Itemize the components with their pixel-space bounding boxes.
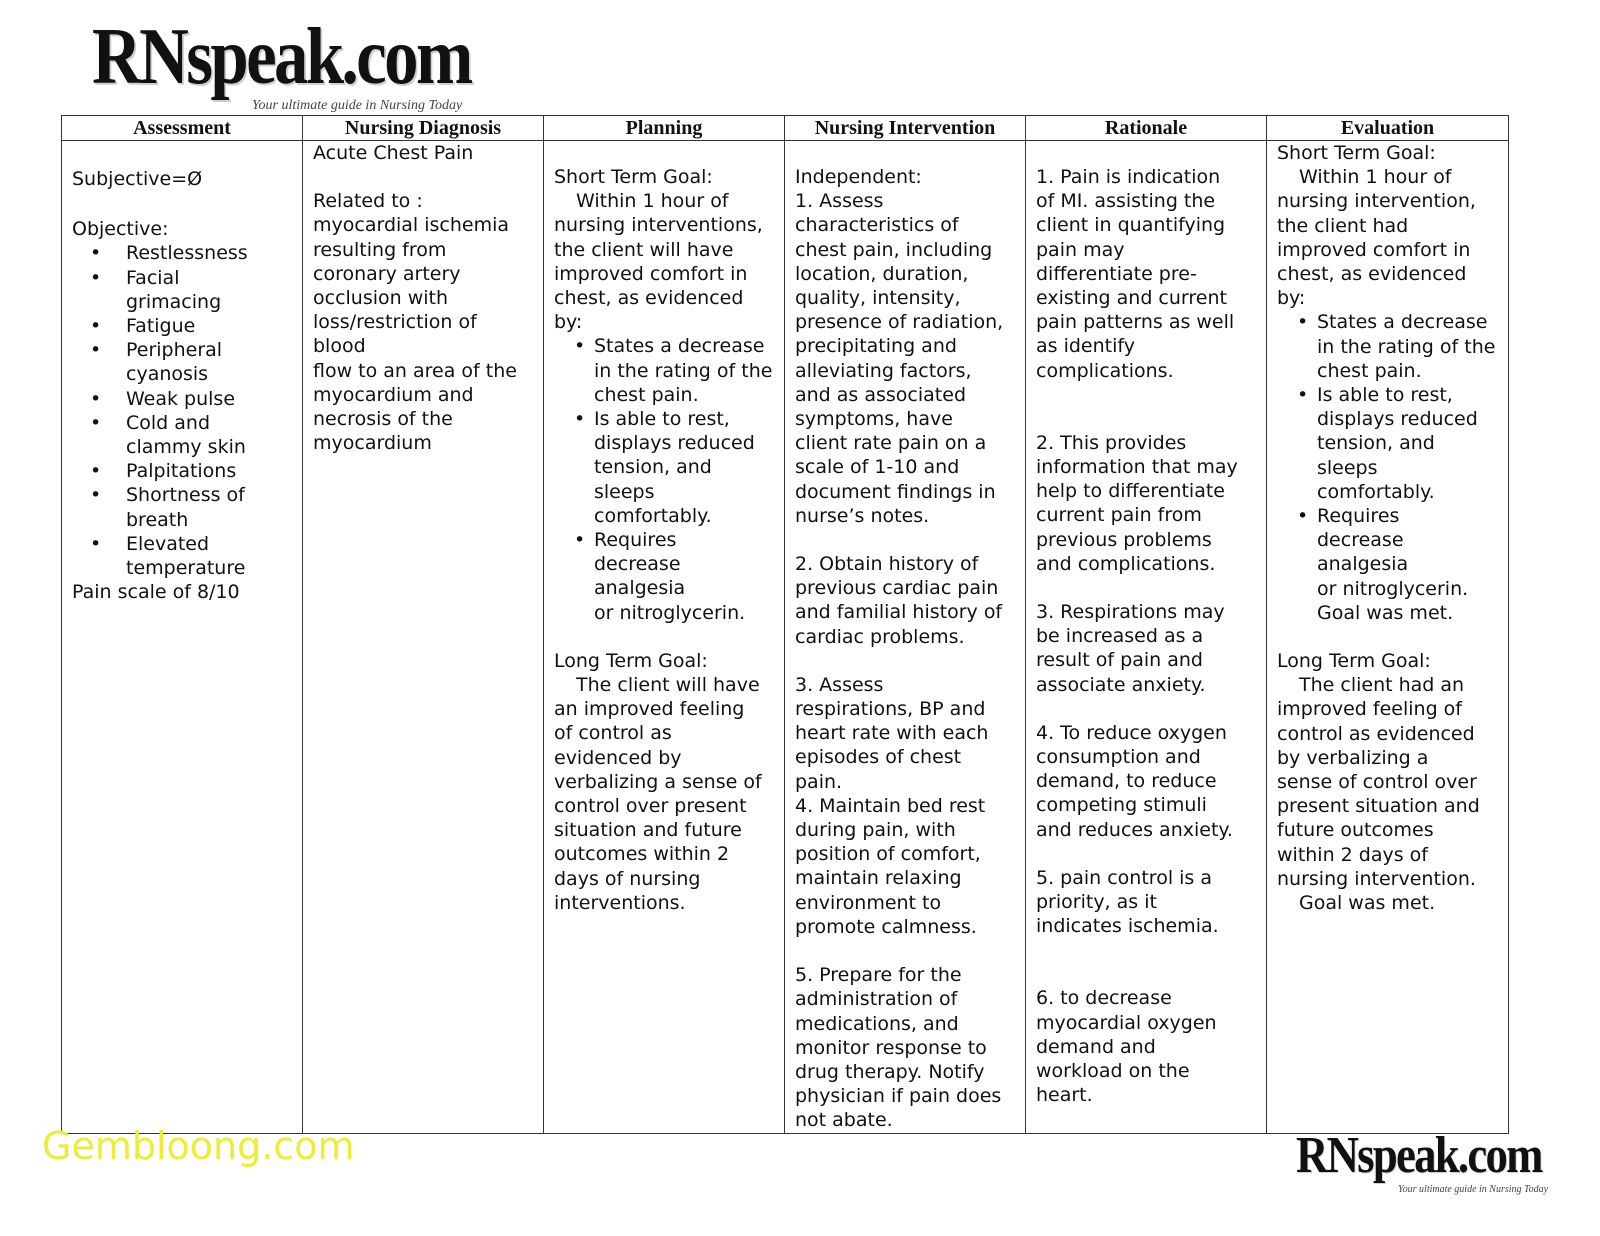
evaluation-bullet-item-line: or nitroglycerin. xyxy=(1317,577,1469,600)
rationale-line: demand, to reduce xyxy=(1036,770,1217,793)
rnspeak-logo-top xyxy=(92,13,492,114)
evaluation-bullet-item-text xyxy=(1317,310,1495,383)
objective-item-text xyxy=(126,483,245,531)
evaluation-long-line: Goal was met. xyxy=(1299,892,1436,915)
evaluation-long-line: present situation and xyxy=(1277,795,1480,818)
intervention-line: not abate. xyxy=(795,1109,893,1132)
objective-item-text xyxy=(126,411,246,459)
planning-short-line: improved comfort in xyxy=(554,262,748,285)
objective-list-item xyxy=(72,459,292,483)
bullet-marker: • xyxy=(90,387,102,410)
evaluation-bullet-item-line: Goal was met. xyxy=(1317,601,1454,624)
evaluation-long-line: future outcomes xyxy=(1277,819,1434,842)
planning-bullet-item-line: decrease analgesia xyxy=(594,553,686,600)
objective-item-line: Cold and xyxy=(126,411,211,434)
intervention-line: episodes of chest xyxy=(795,746,962,769)
diagnosis-line: flow to an area of the xyxy=(313,359,517,382)
evaluation-long-term-text xyxy=(1277,673,1498,915)
planning-long-line: interventions. xyxy=(554,891,686,914)
evaluation-long-line: sense of control over xyxy=(1277,771,1477,794)
header-evaluation: Evaluation xyxy=(1267,116,1509,141)
planning-short-term-bullets xyxy=(554,334,774,624)
rationale-line: information that may xyxy=(1036,456,1238,479)
rationale-line: complications. xyxy=(1036,359,1174,382)
objective-item-line: breath xyxy=(126,508,189,531)
intervention-line: drug therapy. Notify xyxy=(795,1060,985,1083)
objective-item-line: Restlessness xyxy=(126,242,248,265)
intervention-line: nurse’s notes. xyxy=(795,504,930,527)
planning-short-term-label: Short Term Goal: xyxy=(554,166,713,188)
planning-long-line: an improved feeling xyxy=(554,698,745,721)
intervention-line: maintain relaxing xyxy=(795,867,962,890)
rationale-line: consumption and xyxy=(1036,746,1201,769)
rationale-line: 5. pain control is a xyxy=(1036,866,1212,889)
rationale-line: indicates ischemia. xyxy=(1036,915,1219,938)
rationale-line: help to differentiate xyxy=(1036,480,1225,503)
diagnosis-line: resulting from xyxy=(313,238,447,261)
evaluation-bullet-item xyxy=(1277,504,1498,625)
intervention-line: symptoms, have xyxy=(795,408,953,431)
intervention-line: environment to xyxy=(795,891,942,914)
rationale-line: differentiate pre- xyxy=(1036,262,1197,285)
bullet-marker: • xyxy=(90,411,102,434)
evaluation-short-line: nursing intervention, xyxy=(1277,190,1476,213)
intervention-line: position of comfort, xyxy=(795,843,981,866)
planning-long-term-label: Long Term Goal: xyxy=(554,649,708,672)
gembloong-watermark: Gembloong.com xyxy=(42,1124,355,1168)
objective-item-line: Weak pulse xyxy=(126,387,236,410)
objective-list xyxy=(72,241,292,580)
diagnosis-line: myocardium and xyxy=(313,383,474,406)
intervention-line: 1. Assess xyxy=(795,190,884,213)
evaluation-short-line: Within 1 hour of xyxy=(1299,166,1452,189)
bullet-marker: • xyxy=(90,242,102,265)
header-nursing-diagnosis: Nursing Diagnosis xyxy=(303,116,544,141)
assessment-cell xyxy=(62,141,303,1134)
bullet-marker: • xyxy=(1297,311,1309,334)
intervention-line: monitor response to xyxy=(795,1036,987,1059)
group-spacer xyxy=(795,939,1015,963)
intervention-line: cardiac problems. xyxy=(795,625,965,648)
intervention-line: characteristics of xyxy=(795,214,959,237)
intervention-line: heart rate with each xyxy=(795,722,989,745)
planning-bullet-item-line: comfortably. xyxy=(594,504,712,527)
group-spacer xyxy=(795,528,1015,552)
bullet-marker: • xyxy=(90,266,102,289)
evaluation-long-line: within 2 days of xyxy=(1277,843,1428,866)
bullet-marker: • xyxy=(1297,384,1309,407)
group-spacer xyxy=(1036,383,1256,431)
intervention-line: client rate pain on a xyxy=(795,432,987,455)
evaluation-bullet-item xyxy=(1277,310,1498,383)
planning-short-term-text xyxy=(554,189,774,334)
nursing-intervention-cell xyxy=(785,141,1026,1134)
planning-bullet-item xyxy=(554,334,774,407)
rationale-line: pain may xyxy=(1036,238,1125,261)
bullet-marker: • xyxy=(90,532,102,555)
intervention-line: during pain, with xyxy=(795,819,956,842)
intervention-line: scale of 1-10 and xyxy=(795,456,960,479)
planning-long-line: situation and future xyxy=(554,819,742,842)
diagnosis-line: myocardial ischemia xyxy=(313,214,510,237)
planning-bullet-item-text xyxy=(594,407,774,528)
logo-bottom-tagline: Your ultimate guide in Nursing Today xyxy=(1398,1184,1549,1195)
objective-list-item xyxy=(72,266,292,314)
evaluation-long-term-label: Long Term Goal: xyxy=(1277,650,1431,673)
intervention-line: 3. Assess xyxy=(795,673,884,696)
planning-long-line: verbalizing a sense of xyxy=(554,770,762,793)
bullet-marker: • xyxy=(574,408,586,431)
planning-long-line: control over present xyxy=(554,795,747,818)
intervention-line: precipitating and xyxy=(795,335,957,358)
evaluation-bullet-item-line: Requires xyxy=(1317,505,1400,528)
planning-bullet-item-line: tension, and sleeps xyxy=(594,456,712,503)
diagnosis-title: Acute Chest Pain xyxy=(313,142,474,164)
planning-long-line: days of nursing xyxy=(554,867,701,890)
objective-item-line: Peripheral xyxy=(126,339,223,362)
rationale-line: workload on the xyxy=(1036,1060,1190,1083)
objective-item-line: grimacing xyxy=(126,290,222,313)
intervention-line: location, duration, xyxy=(795,262,969,285)
logo-brand-text: RNspeak.com xyxy=(92,13,471,101)
evaluation-cell xyxy=(1267,141,1509,1134)
evaluation-bullet-item-line: tension, and sleeps xyxy=(1317,432,1435,479)
header-nursing-intervention: Nursing Intervention xyxy=(785,116,1026,141)
rationale-line: as identify xyxy=(1036,335,1135,358)
rationale-line: priority, as it xyxy=(1036,891,1157,914)
rationale-line: previous problems xyxy=(1036,528,1212,551)
evaluation-bullet-item-line: comfortably. xyxy=(1317,480,1435,503)
objective-item-line: Fatigue xyxy=(126,315,196,338)
intervention-line: administration of xyxy=(795,988,958,1011)
rationale-line: 6. to decrease xyxy=(1036,987,1172,1010)
objective-list-item xyxy=(72,411,292,459)
evaluation-bullet-item-line: chest pain. xyxy=(1317,359,1422,382)
evaluation-long-line: control as evidenced xyxy=(1277,722,1475,745)
objective-item-line: cyanosis xyxy=(126,363,209,386)
objective-list-item xyxy=(72,532,292,580)
bullet-marker: • xyxy=(90,315,102,338)
group-spacer xyxy=(1036,576,1256,600)
objective-label: Objective: xyxy=(72,218,169,241)
rationale-cell xyxy=(1026,141,1267,1134)
intervention-line: quality, intensity, xyxy=(795,287,961,310)
rationale-line: associate anxiety. xyxy=(1036,673,1206,696)
rationale-line: and complications. xyxy=(1036,552,1216,575)
rationale-line: 4. To reduce oxygen xyxy=(1036,721,1227,744)
objective-item-line: Shortness of xyxy=(126,484,245,507)
rationale-line: heart. xyxy=(1036,1084,1093,1107)
intervention-line: and familial history of xyxy=(795,601,1003,624)
diagnosis-line: occlusion with xyxy=(313,287,449,310)
evaluation-bullet-item-line: in the rating of the xyxy=(1317,335,1496,358)
intervention-line: 4. Maintain bed rest xyxy=(795,794,986,817)
rationale-line: result of pain and xyxy=(1036,649,1203,672)
planning-bullet-item-line: States a decrease xyxy=(594,335,765,358)
nursing-care-plan-table xyxy=(61,115,1509,1134)
evaluation-long-line: nursing intervention. xyxy=(1277,867,1476,890)
header-planning: Planning xyxy=(544,116,785,141)
evaluation-short-term-bullets xyxy=(1277,310,1498,625)
evaluation-short-line: chest, as evidenced xyxy=(1277,263,1467,286)
intervention-list xyxy=(795,189,1015,1132)
care-plan-row xyxy=(62,141,1509,1134)
planning-bullet-item-line: in the rating of the xyxy=(594,359,773,382)
bullet-marker: • xyxy=(90,339,102,362)
rationale-line: competing stimuli xyxy=(1036,794,1207,817)
objective-item-line: temperature xyxy=(126,557,246,580)
intervention-line: and as associated xyxy=(795,383,966,406)
evaluation-short-line: the client had xyxy=(1277,214,1409,237)
rationale-list xyxy=(1036,165,1256,1108)
planning-bullet-item-line: Requires xyxy=(594,529,677,552)
planning-bullet-item xyxy=(554,407,774,528)
planning-bullet-item-text xyxy=(594,334,772,407)
planning-short-line: chest, as evidenced xyxy=(554,287,744,310)
planning-short-line: by: xyxy=(554,311,583,334)
intervention-line: physician if pain does xyxy=(795,1085,1002,1108)
planning-bullet-item-line: displays reduced xyxy=(594,432,755,455)
bullet-marker: • xyxy=(90,484,102,507)
intervention-line: pain. xyxy=(795,770,843,793)
planning-short-line: the client will have xyxy=(554,238,734,261)
intervention-line: previous cardiac pain xyxy=(795,577,999,600)
objective-item-text xyxy=(126,266,221,314)
planning-long-line: The client will have xyxy=(576,674,760,697)
intervention-line: alleviating factors, xyxy=(795,359,972,382)
evaluation-bullet-item-line: States a decrease xyxy=(1317,311,1488,334)
diagnosis-related-text xyxy=(313,213,533,455)
evaluation-short-line: by: xyxy=(1277,287,1306,310)
rationale-line: myocardial oxygen xyxy=(1036,1011,1217,1034)
objective-list-item xyxy=(72,241,292,265)
objective-item-text xyxy=(126,314,195,338)
objective-item-text xyxy=(126,532,245,580)
logo-tagline: Your ultimate guide in Nursing Today xyxy=(252,98,463,113)
intervention-line: medications, and xyxy=(795,1012,959,1035)
bullet-marker: • xyxy=(574,335,586,358)
evaluation-short-term-label: Short Term Goal: xyxy=(1277,142,1436,164)
planning-long-line: outcomes within 2 xyxy=(554,843,730,866)
objective-list-item xyxy=(72,314,292,338)
diagnosis-line: loss/restriction of blood xyxy=(313,311,477,358)
header-row xyxy=(62,116,1509,141)
objective-item-line: Palpitations xyxy=(126,460,237,483)
pain-scale-text: Pain scale of 8/10 xyxy=(72,581,240,604)
rationale-line: client in quantifying xyxy=(1036,214,1226,237)
planning-short-line: Within 1 hour of xyxy=(576,190,729,213)
bullet-marker: • xyxy=(574,529,586,552)
group-spacer xyxy=(1036,938,1256,986)
objective-list-item xyxy=(72,338,292,386)
evaluation-bullet-item-line: Is able to rest, xyxy=(1317,384,1453,407)
planning-bullet-item-line: chest pain. xyxy=(594,383,699,406)
planning-long-line: evidenced by xyxy=(554,746,682,769)
planning-bullet-item xyxy=(554,528,774,625)
evaluation-long-line: by verbalizing a xyxy=(1277,746,1429,769)
rationale-line: 3. Respirations may xyxy=(1036,601,1225,624)
evaluation-short-term-text xyxy=(1277,165,1498,310)
group-spacer xyxy=(1036,842,1256,866)
diagnosis-line: necrosis of the xyxy=(313,408,453,431)
diagnosis-related-label: Related to : xyxy=(313,190,423,213)
intervention-line: 2. Obtain history of xyxy=(795,553,979,576)
header-assessment: Assessment xyxy=(62,116,303,141)
objective-item-line: Elevated xyxy=(126,532,210,555)
planning-bullet-item-text xyxy=(594,528,774,625)
planning-cell xyxy=(544,141,785,1134)
evaluation-bullet-item-line: displays reduced xyxy=(1317,408,1478,431)
objective-item-text xyxy=(126,338,222,386)
planning-long-term-text xyxy=(554,673,774,915)
logo-bottom-brand-text: RNspeak.com xyxy=(1296,1127,1542,1184)
rationale-line: 1. Pain is indication xyxy=(1036,166,1221,188)
rationale-line: and reduces anxiety. xyxy=(1036,818,1233,841)
intervention-line: respirations, BP and xyxy=(795,698,986,721)
intervention-line: presence of radiation, xyxy=(795,311,1004,334)
rnspeak-logo-bottom xyxy=(1296,1127,1576,1195)
intervention-line: 5. Prepare for the xyxy=(795,964,962,987)
rationale-line: 2. This provides xyxy=(1036,431,1187,454)
subjective-text: Subjective=Ø xyxy=(72,168,203,190)
group-spacer xyxy=(795,649,1015,673)
bullet-marker: • xyxy=(90,460,102,483)
objective-list-item xyxy=(72,387,292,411)
objective-item-text xyxy=(126,387,235,411)
intervention-line: chest pain, including xyxy=(795,238,993,261)
planning-long-line: of control as xyxy=(554,722,672,745)
objective-item-line: Facial xyxy=(126,266,180,289)
intervention-independent-label: Independent: xyxy=(795,166,922,188)
diagnosis-line: coronary artery xyxy=(313,262,461,285)
objective-item-text xyxy=(126,459,236,483)
rationale-line: current pain from xyxy=(1036,504,1202,527)
intervention-line: document findings in xyxy=(795,480,996,503)
objective-list-item xyxy=(72,483,292,531)
evaluation-bullet-item-text xyxy=(1317,383,1498,504)
objective-item-text xyxy=(126,241,248,265)
group-spacer xyxy=(1036,697,1256,721)
intervention-line: promote calmness. xyxy=(795,915,977,938)
evaluation-long-line: The client had an xyxy=(1299,674,1465,697)
planning-bullet-item-line: Is able to rest, xyxy=(594,408,730,431)
header-rationale: Rationale xyxy=(1026,116,1267,141)
evaluation-long-line: improved feeling of xyxy=(1277,698,1462,721)
nursing-diagnosis-cell xyxy=(303,141,544,1134)
objective-item-line: clammy skin xyxy=(126,436,246,459)
evaluation-bullet-item-line: decrease analgesia xyxy=(1317,529,1409,576)
evaluation-bullet-item-text xyxy=(1317,504,1498,625)
rationale-line: demand and xyxy=(1036,1035,1156,1058)
rationale-line: of MI. assisting the xyxy=(1036,190,1216,213)
rationale-line: pain patterns as well xyxy=(1036,311,1235,334)
planning-short-line: nursing interventions, xyxy=(554,214,763,237)
evaluation-short-line: improved comfort in xyxy=(1277,238,1471,261)
evaluation-bullet-item xyxy=(1277,383,1498,504)
bullet-marker: • xyxy=(1297,505,1309,528)
rationale-line: be increased as a xyxy=(1036,625,1204,648)
rationale-line: existing and current xyxy=(1036,287,1227,310)
diagnosis-line: myocardium xyxy=(313,432,432,455)
planning-bullet-item-line: or nitroglycerin. xyxy=(594,601,746,624)
